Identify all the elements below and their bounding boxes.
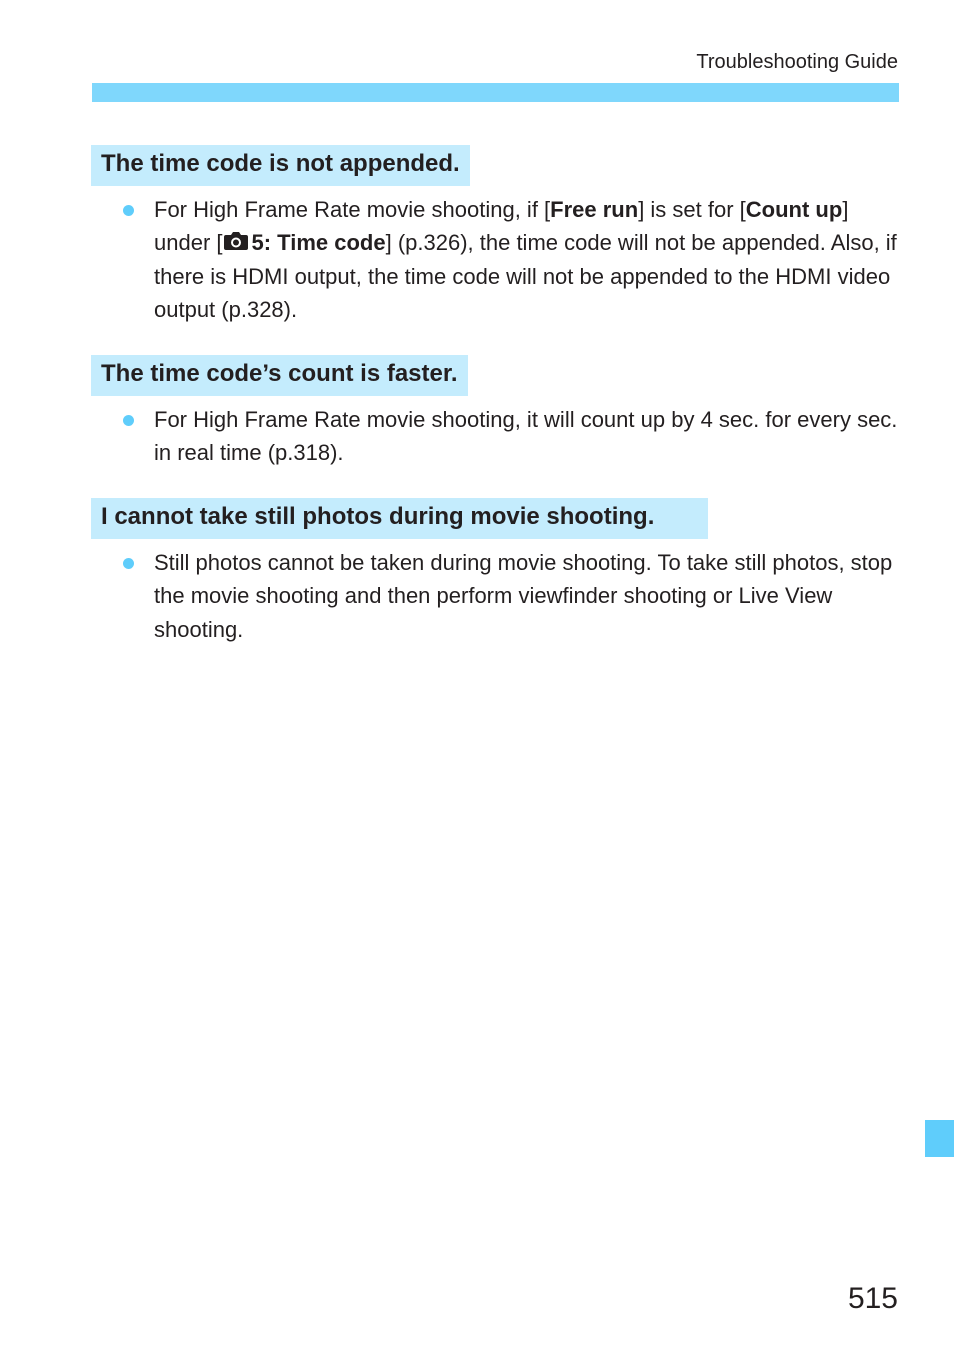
header-accent-bar [92, 83, 899, 102]
chapter-tab-marker [925, 1120, 954, 1157]
list-item [154, 193, 899, 327]
bullet-dot-icon [123, 415, 134, 426]
camera-icon [223, 230, 249, 252]
page-number: 515 [847, 1282, 898, 1315]
bullet-text: For High Frame Rate movie shooting, if [Free run] is set for [Count up] under [ 5: Time code] (p.326), the time code will not be appended. Also, if there is HDMI output, the time code will not be appended to the HDMI video output (p.328). [154, 197, 897, 323]
section-heading-cannot-take-still-photos: I cannot take still photos during movie shooting. [91, 498, 708, 539]
section-heading-time-code-not-appended: The time code is not appended. [91, 145, 470, 186]
section-heading-time-code-count-faster: The time code’s count is faster. [91, 355, 468, 396]
list-item [154, 403, 899, 470]
list-item [154, 546, 899, 646]
bullet-dot-icon [123, 205, 134, 216]
bullet-text: For High Frame Rate movie shooting, it will count up by 4 sec. for every sec. in real time (p.318). [154, 407, 898, 466]
running-header-title: Troubleshooting Guide [696, 51, 898, 73]
bullet-text: Still photos cannot be taken during movie shooting. To take still photos, stop the movie shooting and then perform viewfinder shooting or Live View shooting. [154, 550, 893, 642]
bullet-dot-icon [123, 558, 134, 569]
